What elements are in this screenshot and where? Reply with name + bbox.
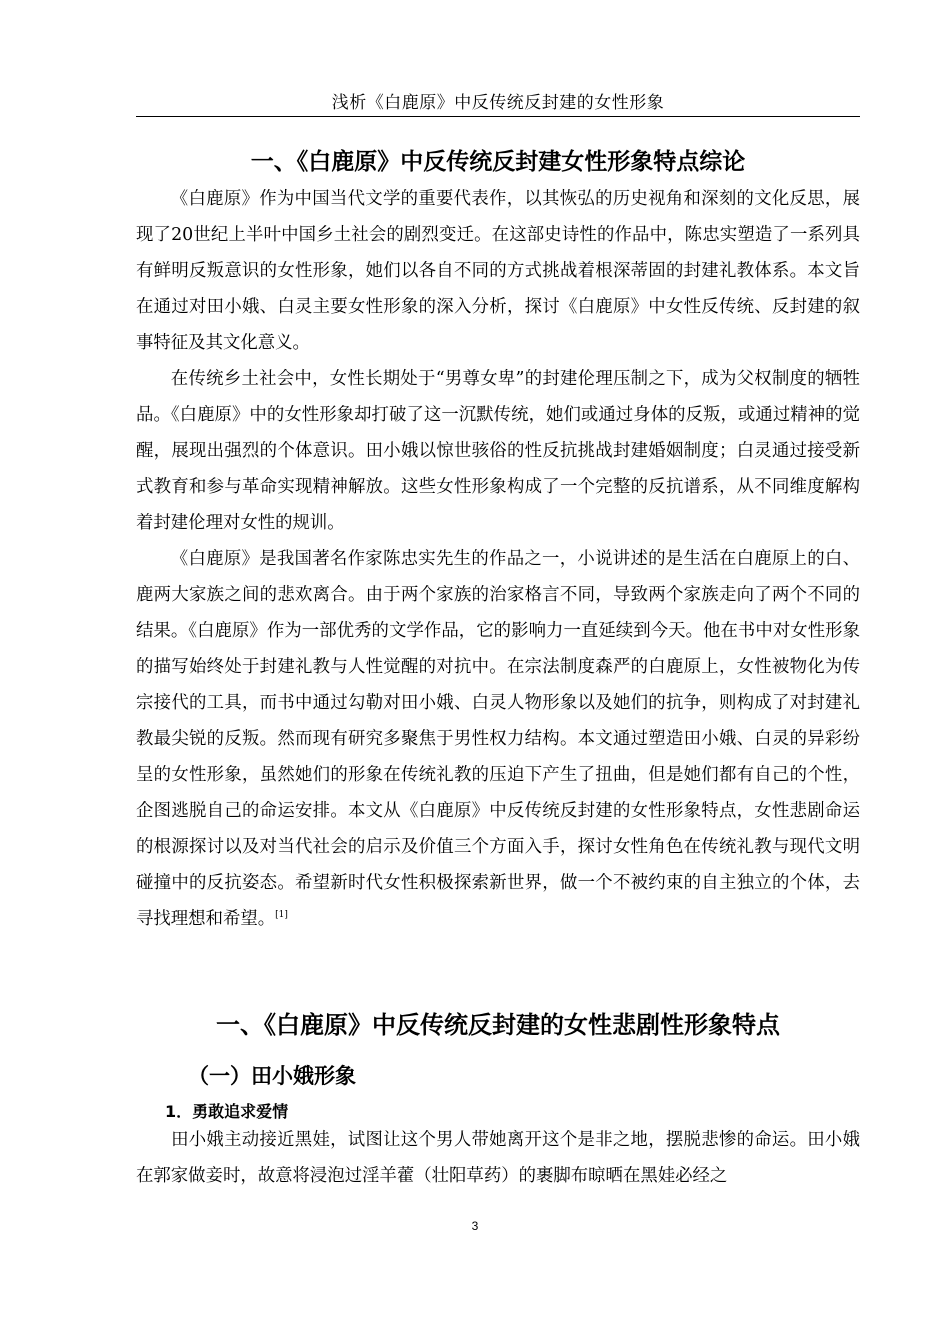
footnote-reference: [1] [275,910,288,921]
page-number: 3 [471,1219,479,1233]
section-heading-overview: 一、《白鹿原》中反传统反封建女性形象特点综论 [250,149,746,175]
body-paragraph [136,541,860,937]
body-paragraph: 《白鹿原》作为中国当代文学的重要代表作，以其恢弘的历史视角和深刻的文化反思，展现了20世纪上半叶中国乡土社会的剧烈变迁。在这部史诗性的作品中，陈忠实塑造了一系列具有鲜明反叛意识的女性形象，她们以各自不同的方式挑战着根深蒂固的封建礼教体系。本文旨在通过对田小娥、白灵主要女性形象的深入分析，探讨《白鹿原》中女性反传统、反封建的叙事特征及其文化意义。 [136,189,860,353]
body-paragraph-text: 田小娥主动接近黑娃，试图让这个男人带她离开这个是非之地，摆脱悲惨的命运。田小娥在郭家做妾时，故意将浸泡过淫羊藿（壮阳草药）的裹脚布晾晒在黑娃必经之 [136,1130,860,1186]
section-body-tian-xiaoe [136,1122,860,1194]
body-paragraph [136,1122,860,1194]
running-header: 浅析《白鹿原》中反传统反封建的女性形象 [331,93,665,113]
sub-subsection-heading-pursue-love: 1．勇敢追求爱情 [165,1102,289,1121]
section-heading-tragic-images: 一、《白鹿原》中反传统反封建的女性悲剧性形象特点 [216,1011,780,1039]
subsection-heading-tian-xiaoe: （一）田小娥形象 [188,1064,356,1088]
header-rule [136,116,860,117]
section-body-overview [136,181,860,937]
body-paragraph-text: 《白鹿原》是我国著名作家陈忠实先生的作品之一，小说讲述的是生活在白鹿原上的白、鹿两大家族之间的悲欢离合。由于两个家族的治家格言不同，导致两个家族走向了两个不同的结果。《白鹿原》作为一部优秀的文学作品，它的影响力一直延续到今天。他在书中对女性形象的描写始终处于封建礼教与人性觉醒的对抗中。在宗法制度森严的白鹿原上，女性被物化为传宗接代的工具，而书中通过勾勒对田小娥、白灵人物形象以及她们的抗争，则构成了对封建礼教最尖锐的反叛。然而现有研究多聚焦于男性权力结构。本文通过塑造田小娥、白灵的异彩纷呈的女性形象，虽然她们的形象在传统礼教的压迫下产生了扭曲，但是她们都有自己的个性，企图逃脱自己的命运安排。本文从《白鹿原》中反传统反封建的女性形象特点，女性悲剧命运的根源探讨以及对当代社会的启示及价值三个方面入手，探讨女性角色在传统礼教与现代文明碰撞中的反抗姿态。希望新时代女性积极探索新世界，做一个不被约束的自主独立的个体，去寻找理想和希望。 [136,549,860,929]
body-paragraph: 在传统乡土社会中，女性长期处于“男尊女卑”的封建伦理压制之下，成为父权制度的牺牲品。《白鹿原》中的女性形象却打破了这一沉默传统，她们或通过身体的反叛，或通过精神的觉醒，展现出强烈的个体意识。田小娥以惊世骇俗的性反抗挑战封建婚姻制度；白灵通过接受新式教育和参与革命实现精神解放。这些女性形象构成了一个完整的反抗谱系，从不同维度解构着封建伦理对女性的规训。 [136,369,860,533]
